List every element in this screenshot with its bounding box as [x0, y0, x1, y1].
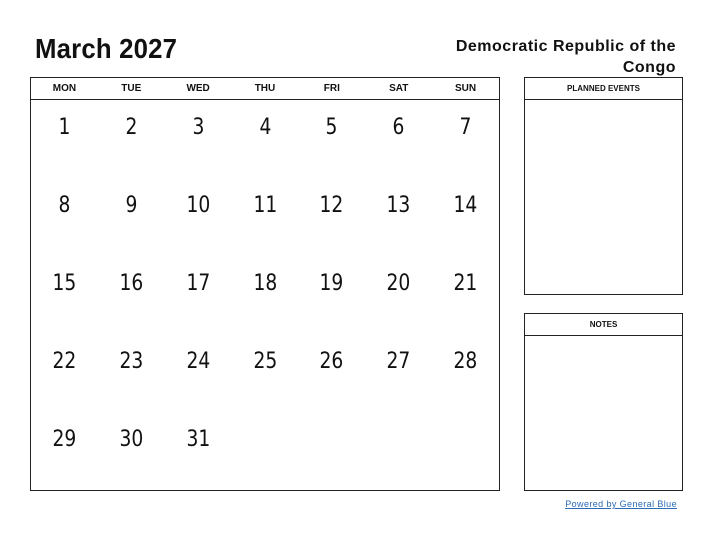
day-cell: 20	[386, 271, 411, 296]
day-cell: 6	[392, 115, 405, 140]
day-cell: 22	[52, 349, 77, 374]
day-cell: 31	[186, 427, 211, 452]
day-cell: 11	[253, 193, 277, 218]
planned-events-header: PLANNED EVENTS	[525, 78, 682, 100]
calendar-grid	[30, 77, 500, 491]
day-cell: 30	[119, 427, 144, 452]
weekday-header-row	[31, 78, 499, 100]
planned-events-panel	[524, 77, 683, 295]
day-cell: 9	[125, 193, 138, 218]
day-cell: 10	[186, 193, 211, 218]
weekday-wed: WED	[186, 83, 210, 94]
day-cell: 13	[386, 193, 411, 218]
page-title: March 2027	[35, 33, 178, 64]
country-name: Democratic Republic of the Congo	[455, 38, 676, 76]
day-cell	[303, 412, 360, 490]
day-cell	[237, 412, 294, 490]
day-cell: 24	[186, 349, 211, 374]
notes-panel	[524, 313, 683, 491]
day-cell: 16	[119, 271, 144, 296]
day-cell	[370, 412, 427, 490]
day-cell: 26	[319, 349, 344, 374]
day-cell: 1	[58, 115, 71, 140]
notes-header: NOTES	[525, 314, 682, 336]
day-cell: 2	[125, 115, 138, 140]
day-cell: 27	[386, 349, 411, 374]
weekday-sat: SAT	[389, 83, 409, 94]
weekday-thu: THU	[254, 83, 276, 94]
day-cell: 28	[453, 349, 478, 374]
day-cell: 19	[319, 271, 344, 296]
weekday-tue: TUE	[121, 83, 142, 94]
day-cell: 4	[259, 115, 271, 140]
day-cell: 7	[459, 115, 472, 140]
powered-by-link[interactable]: Powered by General Blue	[565, 499, 677, 509]
day-cell: 15	[52, 271, 77, 296]
day-cell: 14	[453, 193, 478, 218]
day-cell	[437, 412, 494, 490]
weekday-sun: SUN	[455, 83, 477, 94]
day-cell: 3	[192, 115, 205, 140]
day-cell: 21	[453, 271, 478, 296]
day-cell: 29	[52, 427, 77, 452]
calendar-days	[31, 100, 499, 490]
weekday-mon: MON	[52, 83, 77, 94]
day-cell: 17	[186, 271, 211, 296]
day-cell: 12	[319, 193, 344, 218]
day-cell: 8	[58, 193, 71, 218]
weekday-fri: FRI	[323, 83, 340, 94]
day-cell: 23	[119, 349, 144, 374]
day-cell: 5	[325, 115, 338, 140]
day-cell: 18	[253, 271, 277, 296]
day-cell: 25	[253, 349, 277, 374]
